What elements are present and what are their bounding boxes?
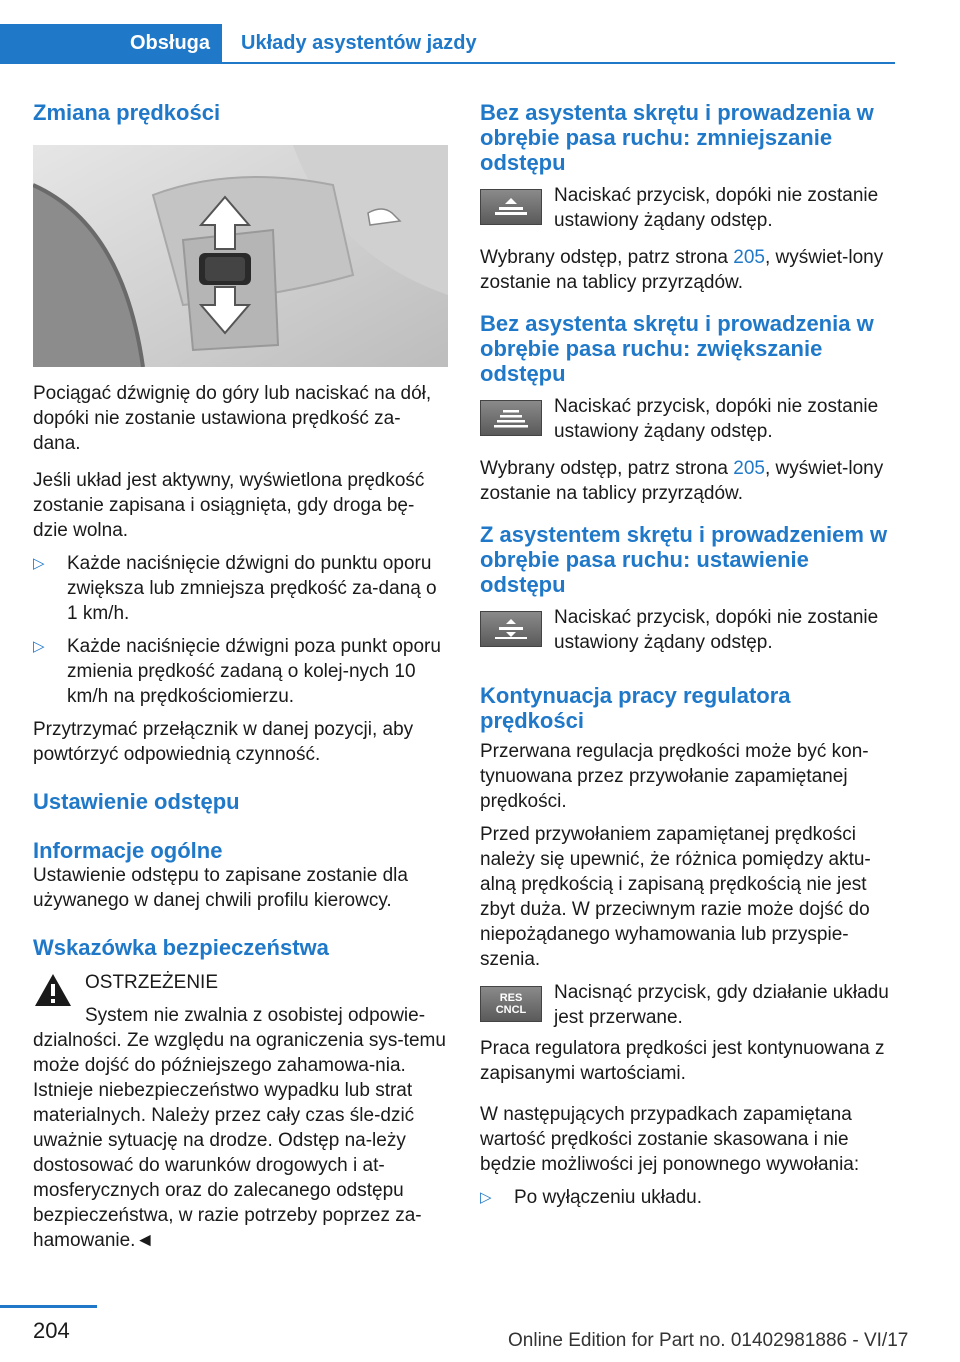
header-bar [0,0,895,64]
page-number: 204 [33,1318,70,1343]
distance-setting-text: Naciskać przycisk, dopóki nie zostanie ustawiony żądany odstęp. [554,607,879,653]
paragraph-resume-3: Praca regulatora prędkości jest kontynuowana z zapisanymi wartościami. [480,1038,885,1084]
edition-footer: Online Edition for Part no. 01402981886 - VI/17 [508,1330,909,1351]
selected-distance-text-b: , wyświet‐lony zostanie na tablicy przyrządów. [480,247,884,293]
right-column [480,100,898,1210]
resume-row [480,980,898,1030]
warning-title: OSTRZEŻENIE [85,972,219,993]
list-item [480,1185,898,1210]
paragraph-selected-distance-1 [480,245,898,295]
page-reference-link[interactable]: 205 [733,458,765,479]
bullet-triangle-icon: ▷ [33,555,45,572]
heading-decrease-distance: Bez asystenta skrętu i prowadzenia w obrębie pasa ruchu: zmniejszanie odstępu [480,100,874,175]
paragraph-hold-switch: Przytrzymać przełącznik w danej pozycji, aby powtórzyć odpowiednią czynność. [33,719,414,765]
heading-safety-note: Wskazówka bezpieczeństwa [33,935,329,960]
selected-distance-text-b: , wyświet‐lony zostanie na tablicy przyrządów. [480,458,884,504]
bullet-triangle-icon: ▷ [480,1189,492,1206]
tab-uklady-asystentow[interactable]: Układy asystentów jazdy [241,32,477,54]
selected-distance-text-a: Wybrany odstęp, patrz strona [480,247,734,268]
warning-text: dzialności. Ze względu na ograniczenia sys‐temu może dojść do późniejszego zahamowa‐nia. Istnieje niebezpieczeństwo wypadku lub strat materialnych. Należy przez cały czas śle‐dzić uważnie sytuację na drodze. Odstęp na‐leży dostosować do warunków drogowych i at‐mosferycznych oraz do zalecanego odstępu bezpieczeństwa, w razie potrzeby poprzez za‐hamowanie.◄ [33,1030,446,1251]
steering-lever-illustration [33,145,448,367]
footer-accent-line [0,1305,97,1308]
heading-speed-change: Zmiana prędkości [33,100,221,125]
bullet-text: Każde naciśnięcie dźwigni do punktu oporu zwiększa lub zmniejsza prędkość za‐daną o 1 km/h. [67,553,437,624]
with-assistant-row [480,605,898,655]
increase-distance-button-icon [480,400,542,436]
left-column [33,100,448,1253]
list-item [33,634,448,709]
decrease-distance-text: Naciskać przycisk, dopóki nie zostanie ustawiony żądany odstęp. [554,185,879,231]
steering-wheel-photo [33,145,448,367]
paragraph-resume-4: W następujących przypadkach zapamiętana wartość prędkości zostanie skasowana i nie będzie możliwości jej ponownego wywołania: [480,1104,860,1175]
decrease-distance-button-icon [480,189,542,225]
selected-distance-text-a: Wybrany odstęp, patrz strona [480,458,734,479]
distance-setting-button-icon [480,611,542,647]
increase-distance-text: Naciskać przycisk, dopóki nie zostanie ustawiony żądany odstęp. [554,396,879,442]
tab-obsluga[interactable]: Obsługa [0,24,222,62]
warning-block [33,970,448,1028]
bullet-text: Każde naciśnięcie dźwigni poza punkt oporu zmienia prędkość zadaną o kolej‐nych 10 km/h na prędkościomierzu. [67,636,441,707]
paragraph-selected-distance-2 [480,456,898,506]
bullet-triangle-icon: ▷ [33,638,45,655]
cncl-label: CNCL [495,1004,527,1016]
paragraph-lever-instruction: Pociągać dźwignię do góry lub naciskać na dół, dopóki nie zostanie ustawiona prędkość za‐dana. [33,383,432,454]
res-label: RES [499,992,523,1004]
increase-distance-row [480,394,898,444]
heading-distance-setting: Ustawienie odstępu [33,789,240,814]
paragraph-general-info: Ustawienie odstępu to zapisane zostanie dla używanego w danej chwili profilu kierowcy. [33,865,408,911]
page-reference-link[interactable]: 205 [733,247,765,268]
warning-triangle-icon [33,972,73,1008]
list-item [33,551,448,626]
warning-text-first-line: System nie zwalnia z osobistej odpowie‐ [85,1005,426,1026]
resume-text: Nacisnąć przycisk, gdy działanie układu jest przerwane. [554,982,889,1028]
paragraph-resume-2: Przed przywołaniem zapamiętanej prędkości należy się upewnić, że różnica pomiędzy aktu‐alną prędkością i zapisaną prędkością nie jest zbyt duża. W przeciwnym razie może dojść do niepożądanego wyhamowania lub przyspie‐szenia. [480,824,871,970]
heading-with-assistant: Z asystentem skrętu i prowadzeniem w obrębie pasa ruchu: ustawienie odstępu [480,522,888,597]
bullet-text: Po wyłączeniu układu. [514,1187,702,1208]
res-cncl-button-icon [480,986,542,1022]
paragraph-system-active: Jeśli układ jest aktywny, wyświetlona prędkość zostanie zapisana i osiągnięta, gdy droga bę‐dzie wolna. [33,470,425,541]
heading-general-info: Informacje ogólne [33,838,223,863]
decrease-distance-row [480,183,898,233]
heading-increase-distance: Bez asystenta skrętu i prowadzenia w obrębie pasa ruchu: zwiększanie odstępu [480,311,874,386]
heading-resume-cruise: Kontynuacja pracy regulatora prędkości [480,683,791,733]
paragraph-resume-1: Przerwana regulacja prędkości może być kon‐tynuowana przez przywołanie zapamiętanej prędkości. [480,741,869,812]
